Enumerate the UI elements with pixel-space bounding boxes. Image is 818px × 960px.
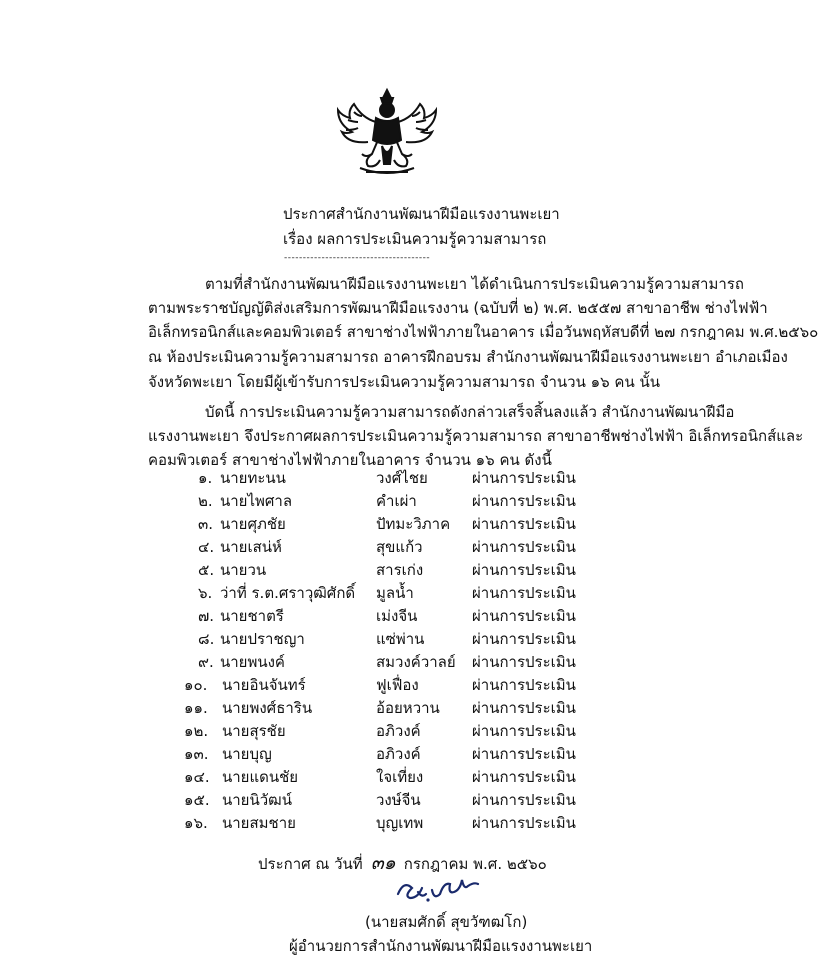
result-status: ผ่านการประเมิน xyxy=(472,814,576,832)
first-name: นายพงศ์ธาริน xyxy=(222,699,313,717)
list-item xyxy=(0,604,742,626)
list-item xyxy=(0,489,742,511)
last-name: อ้อยหวาน xyxy=(376,699,440,717)
first-name: นายทะนน xyxy=(220,469,286,487)
result-status: ผ่านการประเมิน xyxy=(472,745,576,763)
list-item xyxy=(0,742,742,764)
item-number: ๖. xyxy=(198,584,213,602)
paragraph-1-line-1: ตามที่สำนักงานพัฒนาฝีมือแรงงานพะเยา ได้ดำเนินการประเมินความรู้ความสามารถ xyxy=(205,275,744,293)
first-name: นายชาตรี xyxy=(220,607,284,625)
result-status: ผ่านการประเมิน xyxy=(472,676,576,694)
result-status: ผ่านการประเมิน xyxy=(472,492,576,510)
result-status: ผ่านการประเมิน xyxy=(472,584,576,602)
item-number: ๗. xyxy=(198,607,215,625)
paragraph-1-line-5: จังหวัดพะเยา โดยมีผู้เข้ารับการประเมินความรู้ความสามารถ จำนวน ๑๖ คน นั้น xyxy=(148,373,660,391)
first-name: ว่าที่ ร.ต.ศราวุฒิศักดิ์ xyxy=(220,584,356,602)
last-name: สุขแก้ว xyxy=(376,538,423,556)
first-name: นายพนงค์ xyxy=(220,653,285,671)
item-number: ๓. xyxy=(198,515,214,533)
last-name: แซ่พ่าน xyxy=(376,630,425,648)
list-item xyxy=(0,719,742,741)
result-status: ผ่านการประเมิน xyxy=(472,469,576,487)
item-number: ๑๕. xyxy=(184,791,210,809)
item-number: ๑๐. xyxy=(184,676,208,694)
last-name: บุญเทพ xyxy=(376,814,424,832)
item-number: ๑๒. xyxy=(184,722,209,740)
paragraph-2-line-2: แรงงานพะเยา จึงประกาศผลการประเมินความรู้ความสามารถ สาขาอาชีพช่างไฟฟ้า อิเล็กทรอนิกส์และ xyxy=(148,427,804,445)
title-separator: --------------------------------------- xyxy=(284,253,431,263)
last-name: คำเผ่า xyxy=(376,492,417,510)
handwritten-signature-icon xyxy=(388,872,508,908)
last-name: วงศ์ไชย xyxy=(376,469,428,487)
paragraph-1-line-3: อิเล็กทรอนิกส์และคอมพิวเตอร์ สาขาช่างไฟฟ้าภายในอาคาร เมื่อวันพฤหัสบดีที่ ๒๗ กรกฎาคม พ.ศ.๒๕๖๐ xyxy=(148,323,818,341)
last-name: สมวงค์วาลย์ xyxy=(376,653,456,671)
item-number: ๒. xyxy=(198,492,213,510)
signer-name: (นายสมศักดิ์ สุขวัฑฒโก) xyxy=(365,913,528,931)
date-day-handwritten: ๓๑ xyxy=(370,852,396,874)
result-status: ผ่านการประเมิน xyxy=(472,791,576,809)
first-name: นายไพศาล xyxy=(220,492,293,510)
result-status: ผ่านการประเมิน xyxy=(472,515,576,533)
first-name: นายวน xyxy=(220,561,267,579)
list-item xyxy=(0,627,742,649)
last-name: เม่งจีน xyxy=(376,607,418,625)
list-item xyxy=(0,788,742,810)
signer-position: ผู้อำนวยการสำนักงานพัฒนาฝีมือแรงงานพะเยา xyxy=(289,937,593,955)
list-item xyxy=(0,696,742,718)
result-status: ผ่านการประเมิน xyxy=(472,722,576,740)
list-item xyxy=(0,535,742,557)
result-status: ผ่านการประเมิน xyxy=(472,768,576,786)
last-name: วงษ์จีน xyxy=(376,791,421,809)
last-name: อภิวงค์ xyxy=(376,745,421,763)
result-status: ผ่านการประเมิน xyxy=(472,538,576,556)
item-number: ๑๔. xyxy=(184,768,210,786)
paragraph-1-line-4: ณ ห้องประเมินความรู้ความสามารถ อาคารฝึกอบรม สำนักงานพัฒนาฝีมือแรงงานพะเยา อำเภอเมือง xyxy=(148,348,788,366)
last-name: อภิวงค์ xyxy=(376,722,421,740)
list-item xyxy=(0,673,742,695)
first-name: นายนิวัฒน์ xyxy=(222,791,292,809)
date-prefix: ประกาศ ณ วันที่ xyxy=(258,855,363,873)
list-item xyxy=(0,466,742,488)
item-number: ๔. xyxy=(198,538,215,556)
list-item xyxy=(0,581,742,603)
result-status: ผ่านการประเมิน xyxy=(472,561,576,579)
last-name: ฟูเฟื่อง xyxy=(376,676,419,694)
last-name: สารเก่ง xyxy=(376,561,424,579)
result-status: ผ่านการประเมิน xyxy=(472,607,576,625)
item-number: ๙. xyxy=(198,653,214,671)
list-item xyxy=(0,811,742,833)
list-item xyxy=(0,558,742,580)
item-number: ๑. xyxy=(198,469,213,487)
result-status: ผ่านการประเมิน xyxy=(472,653,576,671)
first-name: นายอินจันทร์ xyxy=(222,676,306,694)
item-number: ๑๓. xyxy=(184,745,209,763)
date-suffix: กรกฎาคม พ.ศ. ๒๕๖๐ xyxy=(403,855,547,873)
item-number: ๘. xyxy=(198,630,215,648)
garuda-emblem-icon xyxy=(332,82,442,182)
first-name: นายปราชญา xyxy=(220,630,305,648)
announcement-title: ประกาศสำนักงานพัฒนาฝีมือแรงงานพะเยา xyxy=(283,205,560,223)
list-item xyxy=(0,512,742,534)
first-name: นายบุญ xyxy=(222,745,272,763)
list-item xyxy=(0,650,742,672)
first-name: นายสมชาย xyxy=(222,814,296,832)
last-name: ปัทมะวิภาค xyxy=(376,515,451,533)
last-name: ใจเที่ยง xyxy=(376,768,424,786)
item-number: ๕. xyxy=(198,561,215,579)
first-name: นายศุภชัย xyxy=(220,515,286,533)
paragraph-2-line-1: บัดนี้ การประเมินความรู้ความสามารถดังกล่าวเสร็จสิ้นลงแล้ว สำนักงานพัฒนาฝีมือ xyxy=(205,403,735,421)
list-item xyxy=(0,765,742,787)
item-number: ๑๑. xyxy=(184,699,208,717)
announcement-subject: เรื่อง ผลการประเมินความรู้ความสามารถ xyxy=(283,230,547,248)
first-name: นายสุรชัย xyxy=(222,722,286,740)
result-status: ผ่านการประเมิน xyxy=(472,630,576,648)
result-status: ผ่านการประเมิน xyxy=(472,699,576,717)
paragraph-2-line-3: คอมพิวเตอร์ สาขาช่างไฟฟ้าภายในอาคาร จำนวน ๑๖ คน ดังนี้ xyxy=(148,451,552,469)
first-name: นายแดนชัย xyxy=(222,768,299,786)
first-name: นายเสน่ห์ xyxy=(220,538,282,556)
item-number: ๑๖. xyxy=(184,814,208,832)
paragraph-1-line-2: ตามพระราชบัญญัติส่งเสริมการพัฒนาฝีมือแรงงาน (ฉบับที่ ๒) พ.ศ. ๒๕๕๗ สาขาอาชีพ ช่างไฟฟ้า xyxy=(148,299,768,317)
last-name: มูลน้ำ xyxy=(376,584,414,602)
